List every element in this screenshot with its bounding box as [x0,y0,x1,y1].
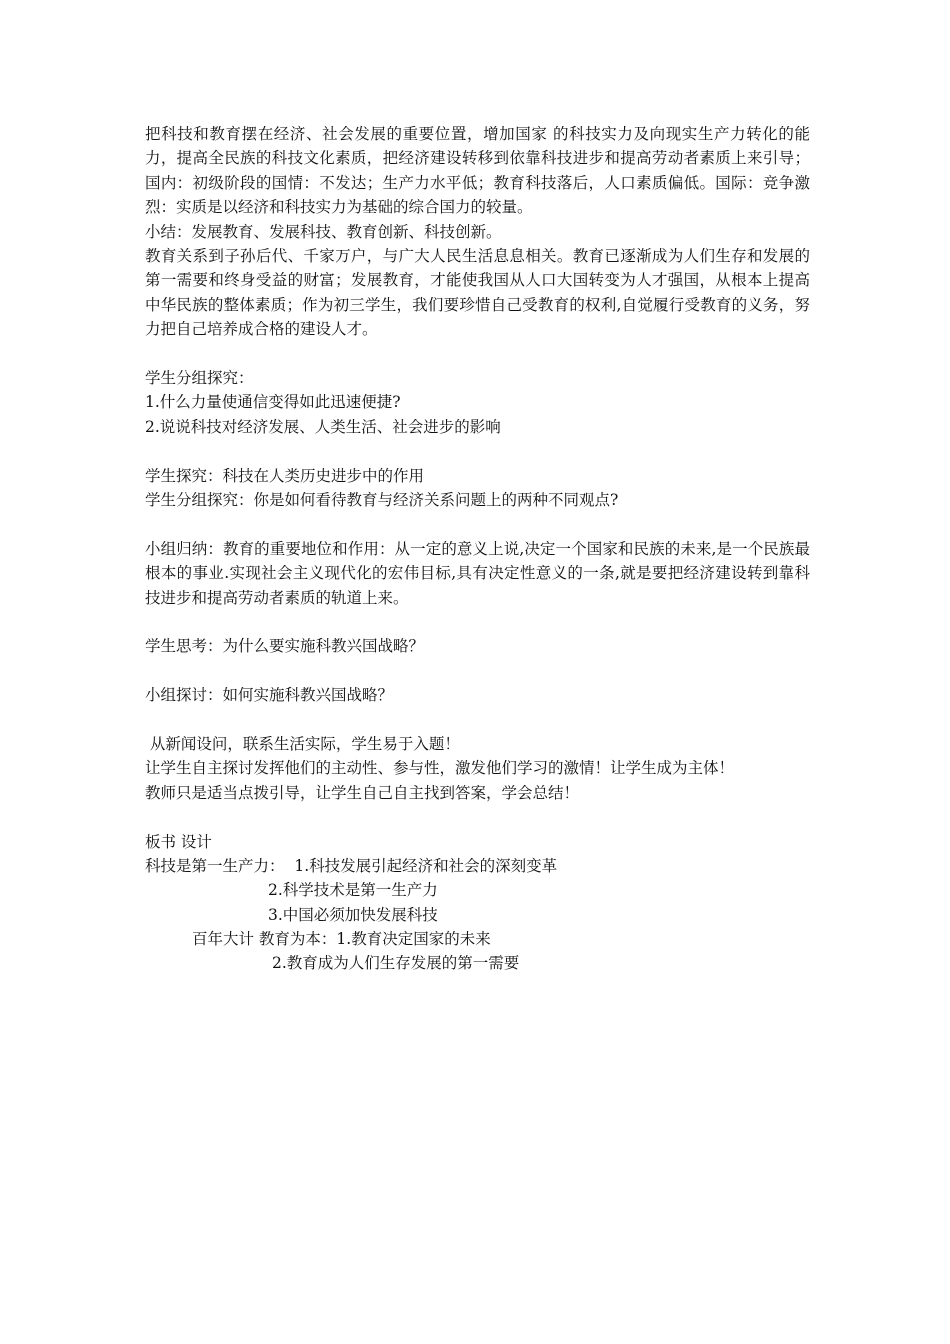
blank-line [145,659,810,683]
teaching-note-3: 教师只是适当点拨引导，让学生自己自主找到答案，学会总结！ [145,783,580,802]
blank-line [145,512,810,536]
board-line-1: 科技是第一生产力： 1.科技发展引起经济和社会的深刻变革 [145,856,558,875]
blank-line [145,439,810,463]
group-question-1: 1.什么力量使通信变得如此迅速便捷? [145,393,401,412]
blank-line [145,708,810,732]
paragraph-strategy: 把科技和教育摆在经济、社会发展的重要位置，增加国家 的科技实力及向现实生产力转化的能力，提高全民族的科技文化素质，把经济建设转移到依靠科技进步和提高劳动者素质上来引导；国内：初级阶段的国情：不发达；生产力水平低；教育科技落后，人口素质偏低。国际：竞争激烈：实质是以经济和科技实力为基础的综合国力的较量。 [145,125,810,217]
student-think-line: 学生思考：为什么要实施科教兴国战略？ [145,637,425,656]
group-discuss-line: 小组探讨：如何实施科教兴国战略？ [145,686,394,705]
explore-role-line: 学生探究：科技在人类历史进步中的作用 [145,466,425,485]
board-line-5: 2.教育成为人们生存发展的第一需要 [272,954,520,973]
blank-line [145,342,810,366]
board-line-2: 2.科学技术是第一生产力 [268,881,438,900]
group-explore-title: 学生分组探究： [145,369,254,388]
summary-line: 小结：发展教育、发展科技、教育创新、科技创新。 [145,222,502,241]
explore-views-line: 学生分组探究：你是如何看待教育与经济关系问题上的两种不同观点? [145,490,619,509]
group-conclusion-paragraph: 小组归纳：教育的重要地位和作用：从一定的意义上说,决定一个国家和民族的未来,是一个民族最根本的事业.实现社会主义现代化的宏伟目标,具有决定性意义的一条,就是要把经济建设转到靠科技进步和提高劳动者素质的轨道上来。 [145,539,810,607]
paragraph-education: 教育关系到子孙后代、千家万户，与广大人民生活息息相关。教育已逐渐成为人们生存和发展的第一需要和终身受益的财富；发展教育，才能使我国从人口大国转变为人才强国，从根本上提高中华民族的整体素质；作为初三学生，我们要珍惜自己受教育的权利,自觉履行受教育的义务，努力把自己培养成合格的建设人才。 [145,247,810,339]
teaching-note-2: 让学生自主探讨发挥他们的主动性、参与性，激发他们学习的激情！让学生成为主体！ [145,759,735,778]
board-line-3: 3.中国必须加快发展科技 [268,905,438,924]
teaching-note-1: 从新闻设问，联系生活实际，学生易于入题！ [145,734,460,753]
blank-line [145,805,810,829]
document-body [145,122,810,976]
board-design-title: 板书 设计 [145,832,212,851]
board-line-4: 百年大计 教育为本：1.教育决定国家的未来 [192,930,491,949]
group-question-2: 2.说说科技对经济发展、人类生活、社会进步的影响 [145,417,501,436]
blank-line [145,610,810,634]
